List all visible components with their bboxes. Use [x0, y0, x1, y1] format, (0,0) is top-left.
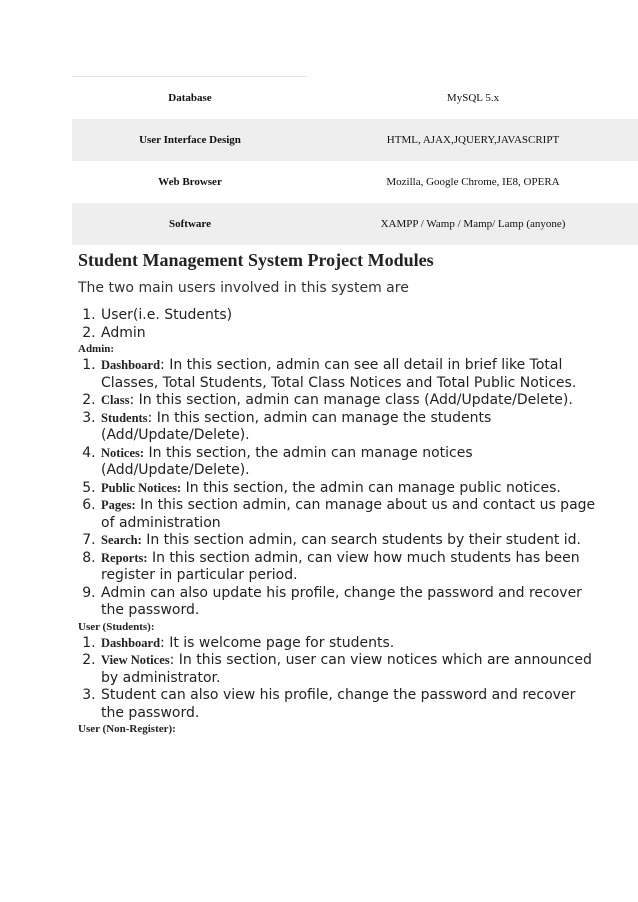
- item-term: Public Notices:: [101, 480, 182, 495]
- admin-heading: Admin:: [78, 343, 115, 355]
- item-text: : In this section, admin can manage class (Add/Update/Delete).: [129, 392, 573, 408]
- list-item: [100, 652, 598, 687]
- item-term: Search:: [101, 533, 142, 547]
- table-cell-value: Mozilla, Google Chrome, IE8, OPERA: [386, 176, 560, 188]
- list-item: [100, 445, 598, 480]
- list-item: [100, 410, 598, 445]
- item-text: In this section admin, can search students by their student id.: [141, 532, 581, 548]
- item-term: Dashboard: [101, 358, 161, 372]
- item-text: In this section, the admin can manage notices (Add/Update/Delete).: [101, 444, 473, 478]
- item-text: : In this section, user can view notices which are announced by administrator.: [101, 652, 592, 686]
- technology-table: [72, 77, 638, 245]
- list-item: [100, 635, 598, 653]
- table-row: [72, 203, 638, 245]
- item-text: : In this section, admin can manage the students (Add/Update/Delete).: [101, 409, 492, 443]
- list-item: [100, 585, 598, 620]
- item-term: Class: [101, 393, 130, 407]
- item-text: In this section admin, can manage about us and contact us page of administration: [101, 497, 596, 531]
- list-item: [100, 532, 598, 550]
- table-cell-label: Software: [169, 218, 211, 230]
- table-cell-label: User Interface Design: [139, 134, 241, 146]
- item-term: View Notices: [101, 653, 170, 667]
- table-cell-label: Database: [168, 92, 212, 104]
- item-text: In this section admin, can view how much students has been register in particular period.: [101, 549, 580, 583]
- item-term: Notices:: [101, 445, 145, 460]
- section-heading: Student Management System Project Modules: [78, 250, 434, 270]
- item-term: Pages:: [101, 498, 136, 512]
- student-heading: User (Students):: [78, 620, 155, 633]
- item-text: In this section, the admin can manage public notices.: [181, 479, 561, 496]
- table-row: [72, 77, 638, 119]
- table-cell-value: HTML, AJAX,JQUERY,JAVASCRIPT: [386, 134, 560, 146]
- list-item: [100, 687, 598, 722]
- list-item: 2. Admin: [100, 325, 598, 343]
- item-term: Dashboard: [101, 635, 161, 650]
- list-item: [100, 357, 598, 392]
- table-row: [72, 161, 638, 203]
- list-item: [100, 392, 598, 410]
- nonregister-heading: User (Non-Register):: [78, 723, 176, 735]
- table-cell-value: MySQL 5.x: [446, 92, 500, 104]
- table-cell-value: XAMPP / Wamp / Mamp/ Lamp (anyone): [380, 218, 566, 230]
- item-text: Student can also view his profile, change the password and recover the password.: [101, 687, 576, 721]
- item-term: Reports:: [101, 550, 148, 565]
- item-text: : In this section, admin can see all detail in brief like Total Classes, Total Students, Total Class Notices and Total Public Notices.: [101, 357, 577, 391]
- document-content: [78, 249, 598, 737]
- student-module-list: [78, 635, 598, 723]
- users-list: [78, 307, 598, 342]
- item-text: Admin can also update his profile, change the password and recover the password.: [101, 584, 582, 618]
- list-item: [100, 497, 598, 532]
- table-cell-label: Web Browser: [158, 176, 222, 188]
- intro-paragraph: The two main users involved in this system are: [78, 280, 409, 296]
- list-item: [100, 480, 598, 498]
- list-item: [100, 550, 598, 585]
- item-term: Students: [101, 410, 148, 425]
- list-item: 1. User(i.e. Students): [100, 307, 598, 325]
- admin-module-list: [78, 357, 598, 620]
- item-text: : It is welcome page for students.: [160, 634, 395, 651]
- table-row: [72, 119, 638, 161]
